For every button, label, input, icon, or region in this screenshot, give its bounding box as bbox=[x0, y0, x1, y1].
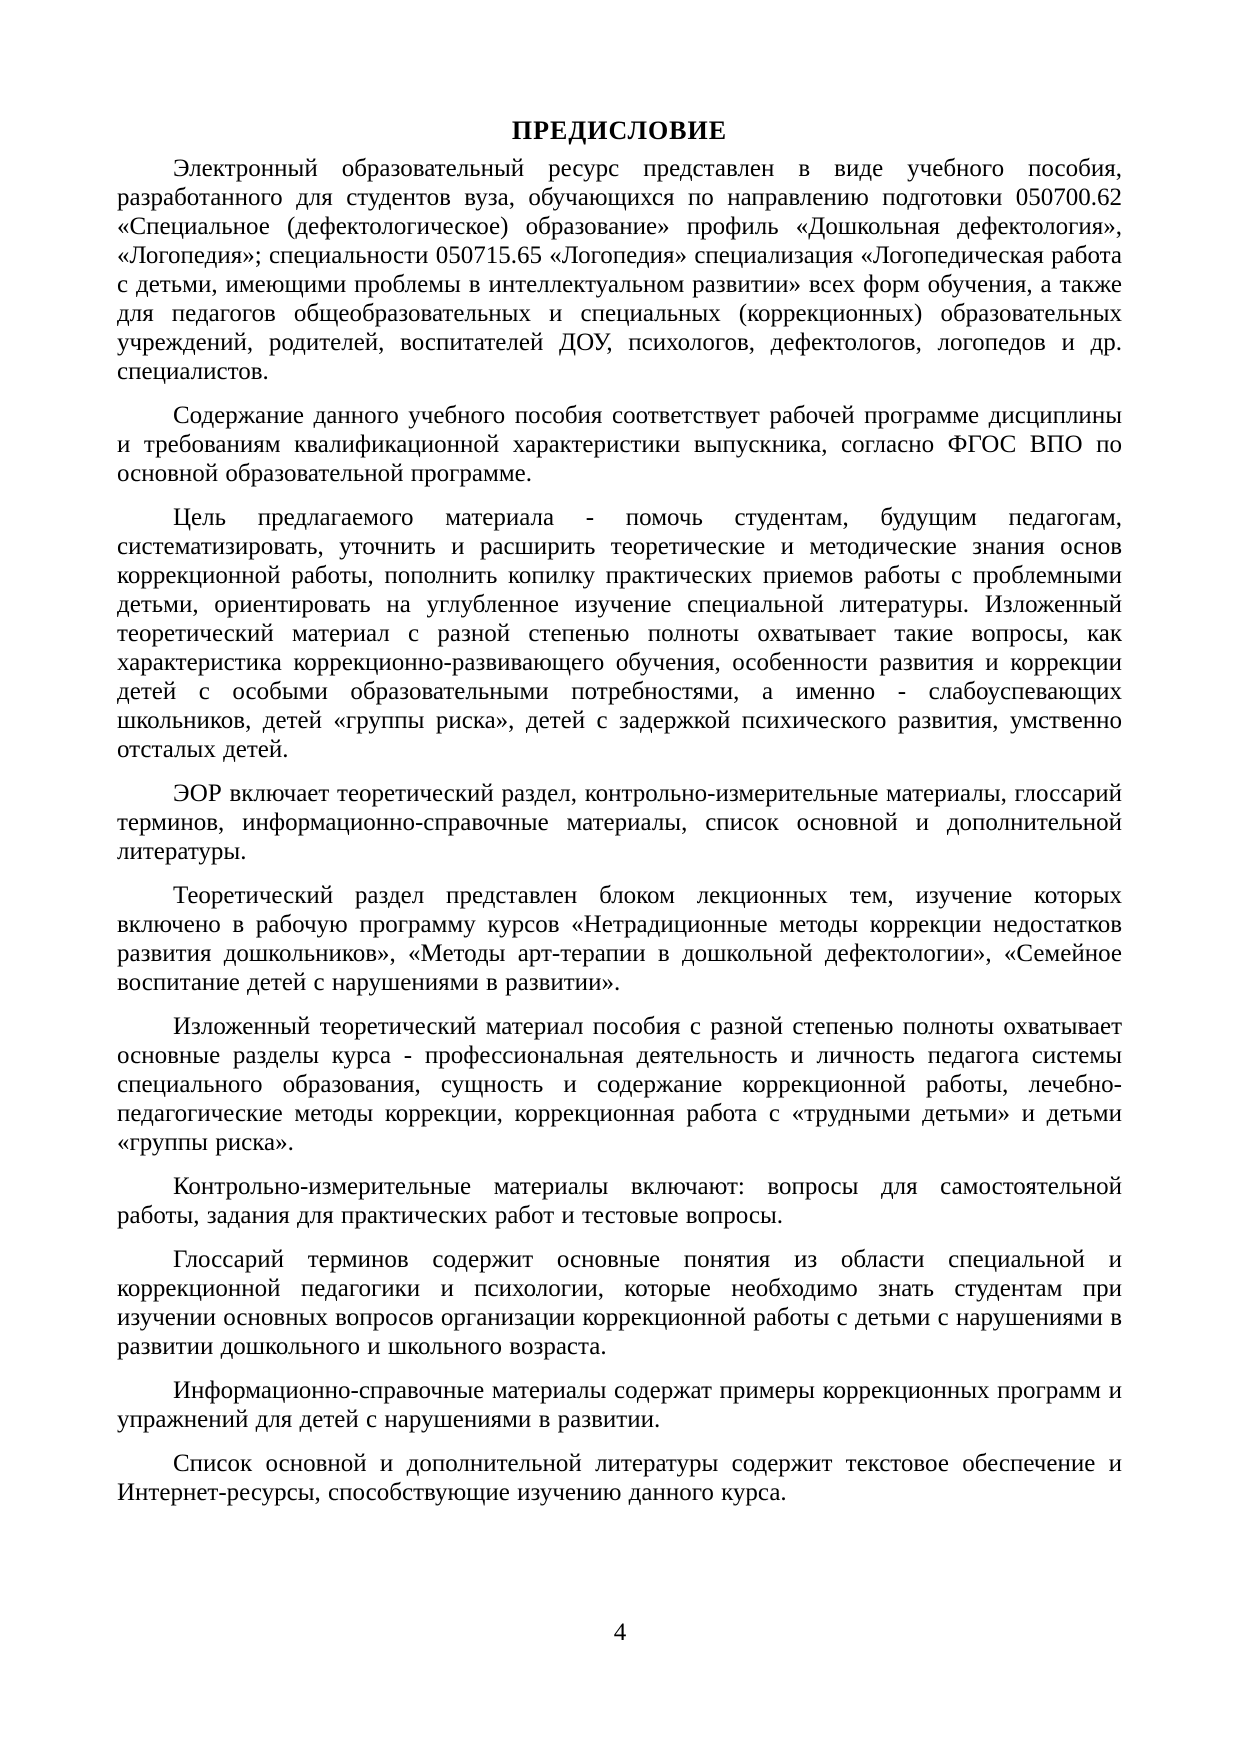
paragraph-4: ЭОР включает теоретический раздел, контрольно-измерительные материалы, глоссарий терминов, информационно-справочные материалы, список основной и дополнительной литературы. bbox=[117, 780, 1122, 865]
preface-title: ПРЕДИСЛОВИЕ bbox=[511, 116, 728, 145]
paragraph-5: Теоретический раздел представлен блоком лекционных тем, изучение которых включено в рабочую программу курсов «Нетрадиционные методы коррекции недостатков развития дошкольников», «Методы арт-терапии в дошкольной дефектологии», «Семейное воспитание детей с нарушениями в развитии». bbox=[117, 882, 1122, 996]
paragraph-10: Список основной и дополнительной литературы содержит текстовое обеспечение и Интернет-ресурсы, способствующие изучению данного курса. bbox=[117, 1450, 1122, 1506]
paragraph-7: Контрольно-измерительные материалы включают: вопросы для самостоятельной работы, задания для практических работ и тестовые вопросы. bbox=[117, 1173, 1122, 1229]
paragraph-1: Электронный образовательный ресурс представлен в виде учебного пособия, разработанного для студентов вуза, обучающихся по направлению подготовки 050700.62 «Специальное (дефектологическое) образование» профиль «Дошкольная дефектология», «Логопедия»; специальности 050715.65 «Логопедия» специализация «Логопедическая работа с детьми, имеющими проблемы в интеллектуальном развитии» всех форм обучения, а также для педагогов общеобразовательных и специальных (коррекционных) образовательных учреждений, родителей, воспитателей ДОУ, психологов, дефектологов, логопедов и др. специалистов. bbox=[117, 155, 1122, 385]
paragraph-8: Глоссарий терминов содержит основные понятия из области специальной и коррекционной педагогики и психологии, которые необходимо знать студентам при изучении основных вопросов организации коррекционной работы с детьми с нарушениями в развитии дошкольного и школьного возраста. bbox=[117, 1246, 1122, 1360]
paragraph-6: Изложенный теоретический материал пособия с разной степенью полноты охватывает основные разделы курса - профессиональная деятельность и личность педагога системы специального образования, сущность и содержание коррекционной работы, лечебно-педагогические методы коррекции, коррекционная работа с «трудными детьми» и детьми «группы риска». bbox=[117, 1013, 1122, 1156]
paragraph-2: Содержание данного учебного пособия соответствует рабочей программе дисциплины и требованиям квалификационной характеристики выпускника, согласно ФГОС ВПО по основной образовательной программе. bbox=[117, 402, 1122, 487]
paragraph-3: Цель предлагаемого материала - помочь студентам, будущим педагогам, систематизировать, уточнить и расширить теоретические и методические знания основ коррекционной работы, пополнить копилку практических приемов работы с проблемными детьми, ориентировать на углубленное изучение специальной литературы. Изложенный теоретический материал с разной степенью полноты охватывает такие вопросы, как характеристика коррекционно-развивающего обучения, особенности развития и коррекции детей с особыми образовательными потребностями, а именно - слабоуспевающих школьников, детей «группы риска», детей с задержкой психического развития, умственно отсталых детей. bbox=[117, 504, 1122, 763]
paragraph-9: Информационно-справочные материалы содержат примеры коррекционных программ и упражнений для детей с нарушениями в развитии. bbox=[117, 1377, 1122, 1433]
page-number: 4 bbox=[613, 1619, 627, 1646]
